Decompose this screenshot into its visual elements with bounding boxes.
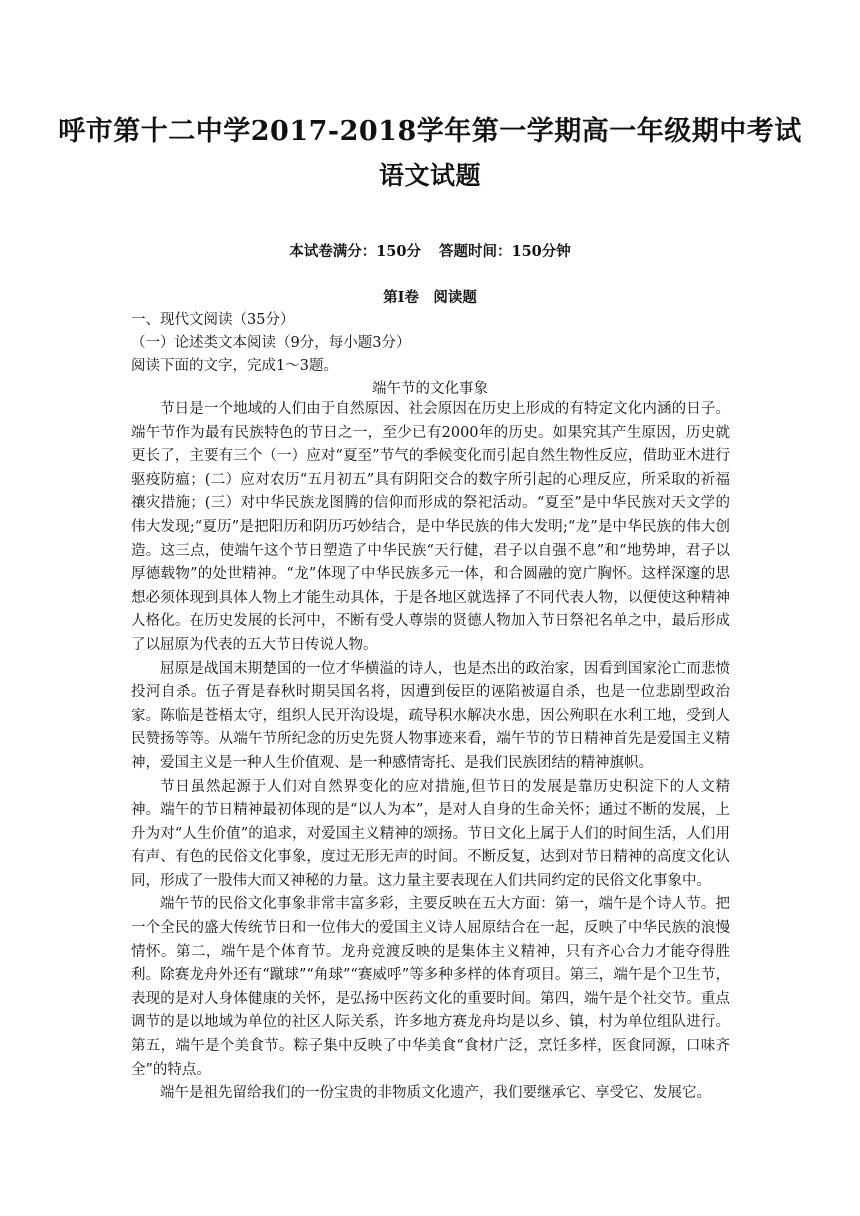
score-info: 本试卷满分：150分 [289, 243, 421, 260]
article-paragraph: 节日是一个地域的人们由于自然原因、社会原因在历史上形成的有特定文化内涵的日子。端午节作为最有民族特色的节日之一，至少已有2000年的历史。如果究其产生原因，历史就更长了，主要有三个（一）应对“夏至”节气的季候变化而引起自然生物性反应，借助亚木进行驱疫防瘟；(二）应对农历“五月初五”具有阴阳交合的数字所引起的心理反应，所采取的祈福禳灾措施；(三）对中华民族龙图腾的信仰而形成的祭祀活动。“夏至”是中华民族对天文学的伟大发现;“夏历”是把阳历和阴历巧妙结合，是中华民族的伟大发明;“龙”是中华民族的伟大创造。这三点，使端午这个节日塑造了中华民族“天行健，君子以自强不息”和“地势坤，君子以厚德载物”的处世精神。“龙”体现了中华民族多元一体，和合圆融的宽广胸怀。这样深邃的思想必须体现到具体人物上才能生动具体，于是各地区就选择了不同代表人物，以便使这种精神人格化。在历史发展的长河中，不断有受人尊崇的贤德人物加入节日祭祀名单之中，最后形成了以屈原为代表的五大节日传说人物。 [131, 401, 730, 653]
subsection-heading: （一）论述类文本阅读（9分，每小题3分） [131, 335, 411, 351]
reading-instruction: 阅读下面的文字，完成1～3题。 [131, 358, 338, 374]
exam-title: 呼市第十二中学2017-2018学年第一学期高一年级期中考试 [58, 116, 802, 147]
article-paragraph: 节日虽然起源于人们对自然界变化的应对措施,但节日的发展是靠历史积淀下的人文精神。端午的节日精神最初体现的是“以人为本”，是对人自身的生命关怀；通过不断的发展，上升为对“人生价值”的追求，对爱国主义精神的颂扬。节日文化上属于人们的时间生活，人们用有声、有色的民俗文化事象，度过无形无声的时间。不断反复，达到对节日精神的高度文化认同，形成了一股伟大而又神秘的力量。这力量主要表现在人们共同约定的民俗文化事象中。 [131, 778, 730, 889]
article-paragraph: 屈原是战国末期楚国的一位才华横溢的诗人，也是杰出的政治家，因看到国家沦亡而悲愤投河自杀。伍子胥是春秋时期吴国名将，因遭到佞臣的诬陷被逼自杀，也是一位悲剧型政治家。陈临是苍梧太守，组织人民开沟设堤，疏导积水解决水患，因公殉职在水利工地，受到人民赞扬等等。从端午节所纪念的历史先贤人物事迹来看，端午节的节日精神首先是爱国主义精神，爱国主义是一种人生价值观、是一种感情寄托、是我们民族团结的精神旗帜。 [131, 660, 730, 771]
time-info: 答题时间：150分钟 [439, 243, 571, 260]
volume-title: 第Ⅰ卷 阅读题 [383, 289, 477, 306]
section-heading: 一、现代文阅读（35分） [131, 312, 295, 328]
article-paragraph: 端午是祖先留给我们的一份宝贵的非物质文化遗产，我们要继承它、享受它、发展它。 [160, 1085, 711, 1102]
article-body [131, 398, 730, 1106]
exam-meta [0, 240, 860, 261]
article-title: 端午节的文化事象 [372, 381, 488, 397]
exam-subtitle: 语文试题 [378, 161, 481, 190]
article-paragraph: 端午节的民俗文化事象非常丰富多彩，主要反映在五大方面：第一，端午是个诗人节。把一个全民的盛大传统节日和一位伟大的爱国主义诗人屈原结合在一起，反映了中华民族的浪慢情怀。第二，端午是个体育节。龙舟竞渡反映的是集体主义精神，只有齐心合力才能夺得胜利。除赛龙舟外还有“蹴球”“角球”“赛威呼”等多种多样的体育项目。第三，端午是个卫生节，表现的是对人身体健康的关怀，是弘扬中医药文化的重要时间。第四，端午是个社交节。重点调节的是以地域为单位的社区人际关系，许多地方赛龙舟均是以乡、镇，村为单位组队进行。第五，端午是个美食节。粽子集中反映了中华美食“食材广泛，烹饪多样，医食同源，口味齐全”的特点。 [131, 896, 730, 1078]
